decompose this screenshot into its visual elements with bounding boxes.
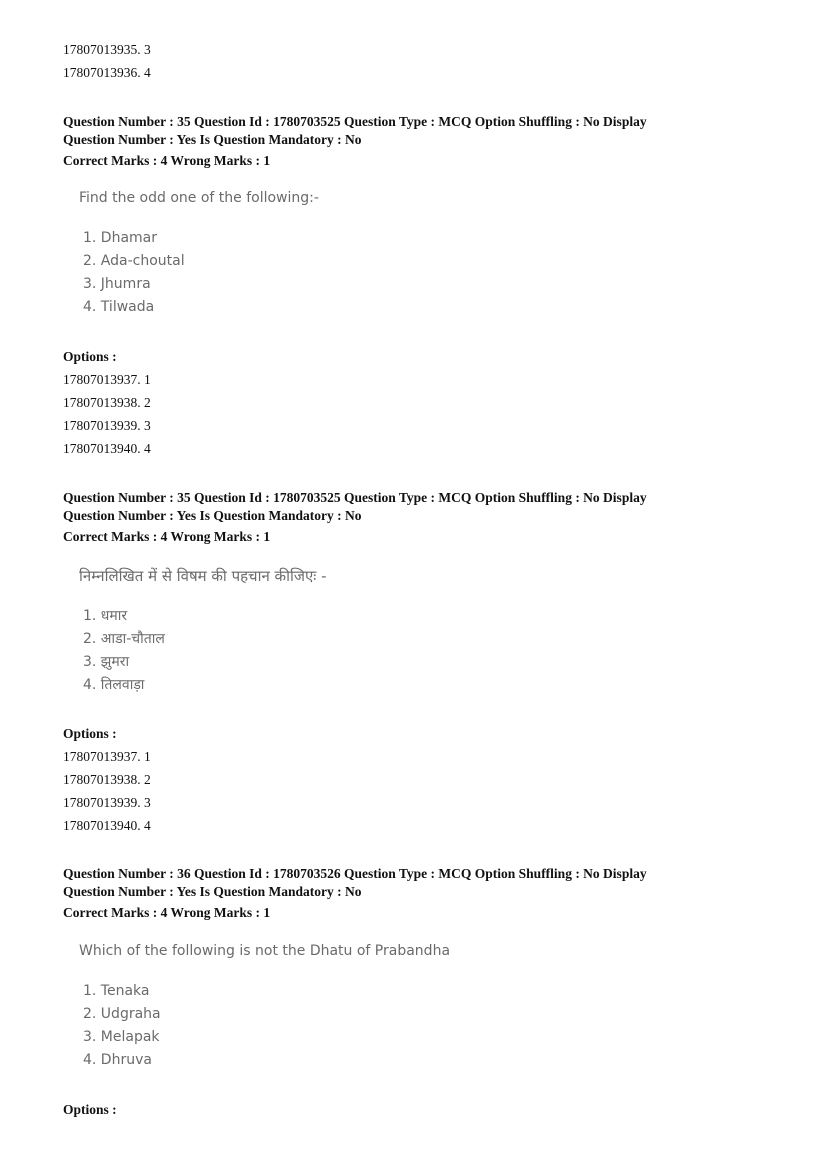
option-id: 17807013939 [63, 795, 138, 810]
question-header-cont: Question Number : Yes Is Question Mandatory : No [63, 884, 362, 899]
option-row: 17807013937. 1 [63, 372, 151, 387]
options-label: Options : [63, 1102, 117, 1117]
option-value: 1 [144, 372, 151, 387]
choice-item: 1. धमार [83, 608, 128, 624]
question-header-cont: Question Number : Yes Is Question Mandatory : No [63, 508, 362, 523]
question-image [79, 943, 451, 1068]
choice-item: 2. Ada-choutal [83, 253, 185, 269]
option-row: 17807013938. 2 [63, 772, 151, 787]
choice-item: 3. Jhumra [83, 276, 151, 292]
question-header: Question Number : 36 Question Id : 1780703526 Question Type : MCQ Option Shuffling : No Display [63, 866, 647, 881]
option-row: 17807013940. 4 [63, 818, 151, 833]
option-value: 4 [144, 65, 151, 80]
question-header: Question Number : 35 Question Id : 1780703525 Question Type : MCQ Option Shuffling : No Display [63, 114, 647, 129]
choice-item: 1. Dhamar [83, 230, 158, 246]
option-id: 17807013938 [63, 395, 138, 410]
option-value: 2 [144, 395, 151, 410]
choice-item: 4. Tilwada [83, 299, 155, 315]
option-value: 3 [144, 795, 151, 810]
option-value: 2 [144, 772, 151, 787]
choice-item: 3. झुमरा [83, 654, 130, 670]
choice-item: 3. Melapak [83, 1029, 160, 1045]
question-stem: Which of the following is not the Dhatu of Prabandha [79, 943, 451, 959]
choice-item: 4. Dhruva [83, 1052, 152, 1068]
option-row: 17807013939. 3 [63, 418, 151, 433]
options-label: Options : [63, 349, 117, 364]
option-row: 17807013940. 4 [63, 441, 151, 456]
marks-line: Correct Marks : 4 Wrong Marks : 1 [63, 153, 271, 168]
option-row: 17807013939. 3 [63, 795, 151, 810]
option-value: 1 [144, 749, 151, 764]
options-label: Options : [63, 726, 117, 741]
option-value: 3 [144, 418, 151, 433]
choice-item: 4. तिलवाड़ा [83, 677, 145, 693]
option-value: 3 [144, 42, 151, 57]
choice-item: 2. आडा-चौताल [83, 631, 165, 647]
option-id: 17807013936 [63, 65, 138, 80]
option-id: 17807013937 [63, 372, 138, 387]
option-id: 17807013935 [63, 42, 138, 57]
marks-line: Correct Marks : 4 Wrong Marks : 1 [63, 905, 271, 920]
choice-item: 2. Udgraha [83, 1006, 161, 1022]
question-stem: निम्नलिखित में से विषम की पहचान कीजिएः - [79, 567, 327, 585]
question-image [79, 190, 319, 315]
question-stem: Find the odd one of the following:- [79, 190, 319, 206]
option-value: 4 [144, 441, 151, 456]
option-row: 17807013937. 1 [63, 749, 151, 764]
question-header-cont: Question Number : Yes Is Question Mandatory : No [63, 132, 362, 147]
option-id: 17807013938 [63, 772, 138, 787]
option-row: 17807013936. 4 [63, 65, 151, 80]
option-row: 17807013935. 3 [63, 42, 151, 57]
option-id: 17807013940 [63, 818, 138, 833]
option-value: 4 [144, 818, 151, 833]
question-image [79, 566, 327, 693]
marks-line: Correct Marks : 4 Wrong Marks : 1 [63, 529, 271, 544]
option-id: 17807013937 [63, 749, 138, 764]
question-header: Question Number : 35 Question Id : 1780703525 Question Type : MCQ Option Shuffling : No Display [63, 490, 647, 505]
choice-item: 1. Tenaka [83, 983, 150, 999]
option-id: 17807013940 [63, 441, 138, 456]
option-id: 17807013939 [63, 418, 138, 433]
option-row: 17807013938. 2 [63, 395, 151, 410]
